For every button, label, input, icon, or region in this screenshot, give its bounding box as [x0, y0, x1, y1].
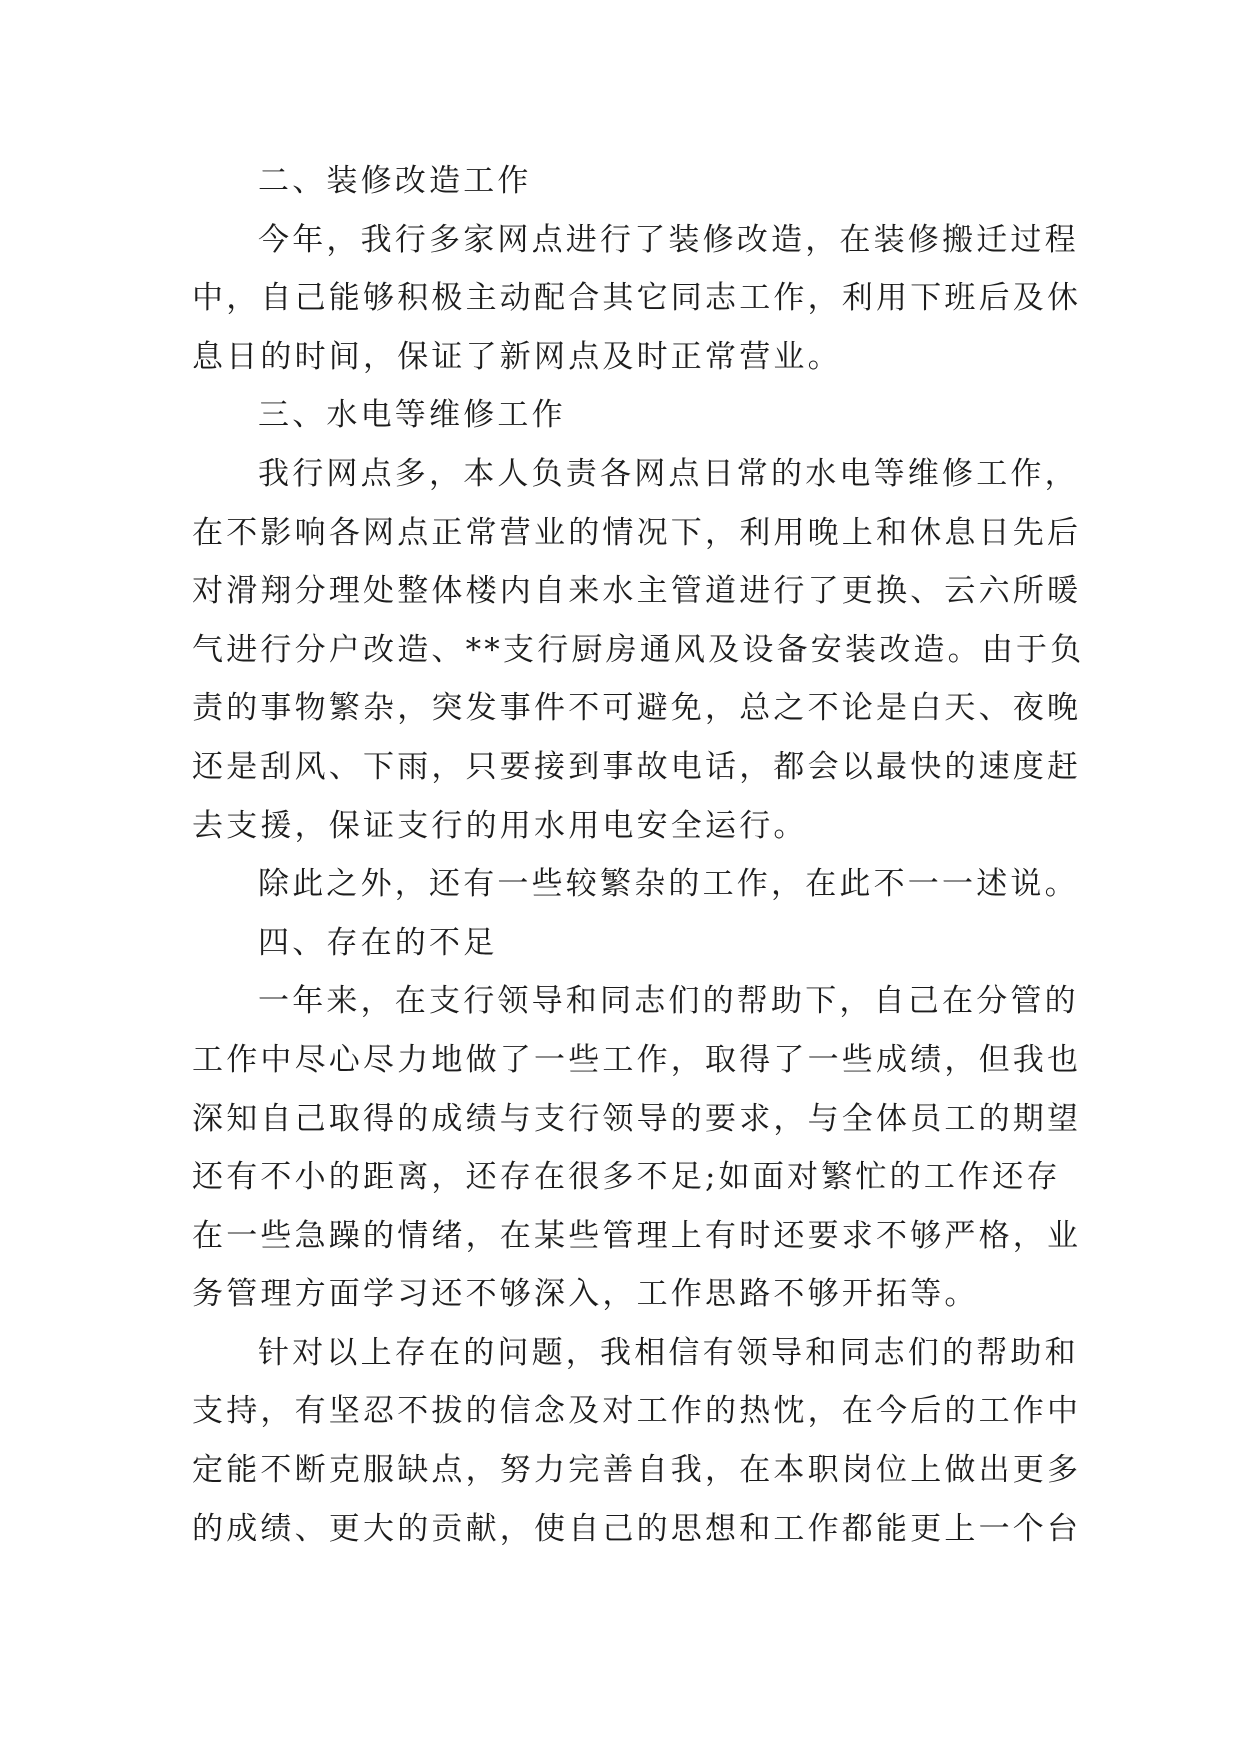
paragraph-line: 还是刮风、下雨，只要接到事故电话，都会以最快的速度赶	[192, 748, 1082, 785]
paragraph-line: 对滑翔分理处整体楼内自来水主管道进行了更换、云六所暖	[192, 573, 1082, 610]
section-heading-renovation: 二、装修改造工作	[258, 163, 532, 199]
paragraph-line: 在一些急躁的情绪，在某些管理上有时还要求不够严格，业	[192, 1217, 1082, 1254]
paragraph-line: 今年，我行多家网点进行了装修改造，在装修搬迁过程	[258, 221, 1079, 258]
paragraph-line: 的成绩、更大的贡献，使自己的思想和工作都能更上一个台	[192, 1510, 1082, 1547]
paragraph-line: 一年来，在支行领导和同志们的帮助下，自己在分管的	[258, 983, 1079, 1020]
paragraph-line: 气进行分户改造、**支行厨房通风及设备安装改造。由于负	[192, 631, 1085, 668]
section-heading-maintenance: 三、水电等维修工作	[258, 397, 566, 434]
paragraph-line: 去支援，保证支行的用水用电安全运行。	[192, 807, 808, 844]
paragraph-line: 息日的时间，保证了新网点及时正常营业。	[192, 338, 842, 375]
paragraph-line: 支持，有坚忍不拔的信念及对工作的热忱，在今后的工作中	[192, 1393, 1082, 1430]
paragraph-line: 定能不断克服缺点，努力完善自我，在本职岗位上做出更多	[192, 1452, 1082, 1489]
paragraph-line: 工作中尽心尽力地做了一些工作，取得了一些成绩，但我也	[192, 1041, 1082, 1078]
document-body	[192, 152, 1085, 1558]
paragraph-line: 务管理方面学习还不够深入，工作思路不够开拓等。	[192, 1276, 979, 1313]
paragraph-line: 责的事物繁杂，突发事件不可避免，总之不论是白天、夜晚	[192, 690, 1082, 727]
paragraph-line: 还有不小的距离，还存在很多不足;如面对繁忙的工作还存	[192, 1159, 1061, 1196]
section-heading-shortcomings: 四、存在的不足	[258, 924, 498, 961]
paragraph-line: 深知自己取得的成绩与支行领导的要求，与全体员工的期望	[192, 1100, 1082, 1137]
paragraph-line: 我行网点多，本人负责各网点日常的水电等维修工作，	[258, 455, 1079, 492]
paragraph-line: 中，自己能够积极主动配合其它同志工作，利用下班后及休	[192, 280, 1082, 317]
paragraph-line: 在不影响各网点正常营业的情况下，利用晚上和休息日先后	[192, 514, 1082, 551]
paragraph-line: 针对以上存在的问题，我相信有领导和同志们的帮助和	[258, 1334, 1079, 1371]
paragraph-line: 除此之外，还有一些较繁杂的工作，在此不一一述说。	[258, 866, 1079, 903]
